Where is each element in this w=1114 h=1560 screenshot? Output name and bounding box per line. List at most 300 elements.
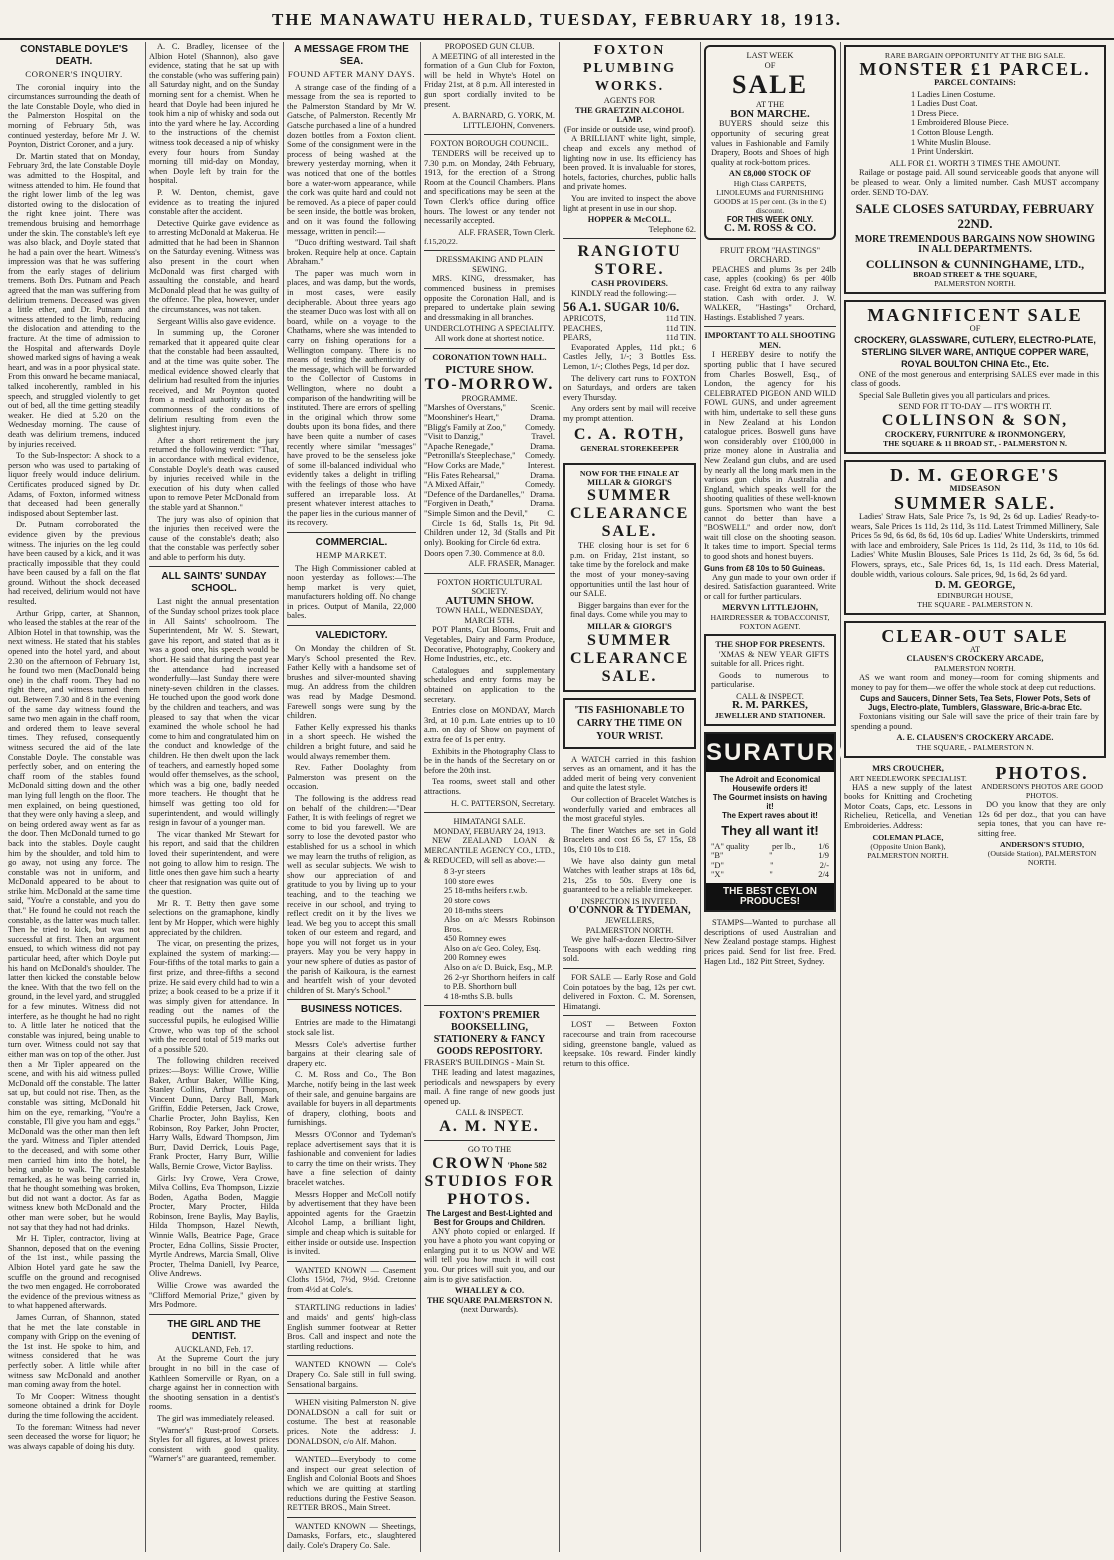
list-row <box>424 403 555 413</box>
article-subtitle: HEMP MARKET. <box>315 549 387 560</box>
signature: HOPPER & McCOLL. <box>587 215 672 225</box>
list-item: Also on a/c Messrs Robinson Bros. <box>444 915 555 934</box>
list-cell: Drama. <box>530 489 555 499</box>
paragraph: Ladies' Straw Hats, Sale Price 7s, 1s 9d, 2s 6d up. Ladies' Ready-to-wears, Sale Prices 1s 11d, 2s 11d, 3s 11d. Latest Trimmed Millinery, Sale Prices 5s 9d, 6s 6d, 8s 6d, 10s 6d up. Ladies' White Underskirts, trimmed with lace and embroidery, Sale Prices 1s 11d, 2s 11d, 3s 11d, to 10s 6d. Ladies' White Muslin Blouses, Sale Prices 1s 11d, 2s 6d, 3s 6d, 5s 6d. Flowers, sprays, etc., Sale Prices 6d, 1s, 1s 11d each. Dress Material, double width, various colours. Sale prices, 9d, 1s 6d, 2s 6d yard. <box>851 512 1099 579</box>
paragraph: The coronial inquiry into the circumstances surrounding the death of the late Constable Doyle, who died in the Palmerston Hospital on the morning of February 5th, was continued yesterday, before Mr J. W. Poynton, District Coroner, and a jury. <box>8 82 140 150</box>
paragraph: Catalogues and supplementary schedules and entry forms may be obtained on application to the secretary. <box>424 665 555 704</box>
ad-line: CASH PROVIDERS. <box>591 279 668 289</box>
list-row <box>424 509 555 519</box>
paragraph: Mr H. Tipler, contractor, living at Shannon, deposed that on the evening of the 1st inst., while passing the Albion Hotel yard gate he saw the scuffle on the ground and recognised the two men engaged. He corroborated the evidence of the previous witness as to what happened afterwards. <box>8 1234 140 1311</box>
paragraph: BUYERS should seize this opportunity of securing great values in Fashionable and Family Drapery, Boots and Shoes of high quality at rock-bottom prices. <box>711 119 829 167</box>
ad-line: JEWELLER AND STATIONER. <box>714 711 826 721</box>
paragraph: Messrs Cole's advertise further bargains at their clearing sale of drapery etc. <box>287 1039 416 1068</box>
list-item: 1 Dress Piece. <box>911 108 959 118</box>
list-item: 1 Cotton Blouse Length. <box>911 127 994 137</box>
parcel-list <box>851 90 1099 157</box>
ad-title: DRESSMAKING AND PLAIN SEWING. <box>435 255 544 274</box>
film-list <box>424 403 555 518</box>
paragraph: A BRILLIANT white light, simple, cheap and excels any method of lighting now in use. Its efficiency has been proved. It is invaluable for stores, hotels, factories, churches, public halls and private homes. <box>563 134 696 192</box>
article-title: VALEDICTORY. <box>315 630 388 642</box>
ad-title: HIMATANGI SALE. <box>453 817 526 827</box>
list-item: 26 2-yr Shorthorn heifers in calf to P.B. Shorthorn bull <box>444 972 555 992</box>
ad-line: The Largest and Best-Lighted and Best for Groups and Children. <box>426 1208 553 1227</box>
ad-name: MILLAR & GIORGI'S <box>587 477 672 487</box>
article-title: CONSTABLE DOYLE'S DEATH. <box>20 44 128 67</box>
column-1 <box>8 42 140 1552</box>
ad-line: AT THE <box>755 100 785 110</box>
list-row <box>711 851 829 861</box>
paragraph: Sergeant Willis also gave evidence. <box>157 316 276 326</box>
classified-ad: WANTED—Everybody to come and inspect our great selection of English and Colonial Boots and Shoes which we are quitting at startling reductions during the Festive Season. RETTER BROS., Main Street. <box>287 1455 416 1513</box>
paragraph: Railage or postage paid. All sound serviceable goods that anyone will be pleased to wear. Only a limited number. Cash MUST accompany order. SEND TO-DAY. <box>851 168 1099 197</box>
ad-name: CLAUSEN'S CROCKERY ARCADE, <box>906 654 1044 664</box>
column-rule <box>283 42 284 1552</box>
list-row <box>424 413 555 423</box>
paragraph: POT Plants, Cut Blooms, Fruit and Vegetables, Dairy and Farm Produce, Decorative, Photography, Cookery and Home Industries, etc., etc. <box>424 625 555 664</box>
ad-headline: TO-MORROW. <box>424 375 555 393</box>
paragraph: Our collection of Bracelet Watches is wonderfully varied and embraces all the most graceful styles. <box>563 794 696 824</box>
ad-title: CORONATION TOWN HALL. <box>432 352 547 362</box>
paragraph: The vicar thanked Mr Stewart for his report, and said that the children loved their superintendent, and were not going to allow him to resign. The little ones then gave him such a hearty cheer that resignation was quite out of the question. <box>149 829 279 897</box>
column-4 <box>424 42 555 1552</box>
masthead <box>0 0 1114 40</box>
classified-ad: WANTED KNOWN — Casement Cloths 15½d, 7½d, 9½d. Cretonne from 4½d at Cole's. <box>287 1265 416 1294</box>
paragraph: The High Commissioner cabled at noon yesterday as follows:—The hemp market is very quiet, manufacturers holding off. No change in prices. Output of Manila, 22,000 bales. <box>287 563 416 621</box>
list-cell: "Visit to Danzig," <box>424 432 484 442</box>
paragraph: Foxtonians visiting our Sale will save the price of their train fare by spending a pound. <box>851 712 1099 731</box>
column-5 <box>563 42 696 1552</box>
ad-title: FOXTON BOROUGH COUNCIL. <box>430 139 549 149</box>
address: THE SQUARE & 11 BROAD ST., - PALMERSTON N. <box>883 439 1067 449</box>
ad-line: RARE BARGAIN OPPORTUNITY AT THE BIG SALE. <box>884 51 1066 60</box>
list-item: 20 18-mths steers <box>444 905 504 915</box>
classified-ad: WANTED KNOWN — Sheetings, Damasks, Forfars, etc., slaughtered daily. Cole's Drapery Co. Sale. <box>287 1521 416 1550</box>
paragraph: On Monday the children of St. Mary's School presented the Rev. Father Kelly with a handsome set of brushes and silver-mounted shaving mug. An address from the children was read by Madge Desmond. Farewell songs were sung by the children. <box>287 644 416 721</box>
signature: D. M. GEORGE, <box>934 579 1016 592</box>
ad-line: High Class CARPETS, LINOLEUMS and FURNISHING GOODS at 15 per cent. (3s in the £) discount. <box>713 178 827 215</box>
paragraph: The vicar, on presenting the prizes, explained the system of marking:—Four-fifths of the total marks to gain a first prize, and three-fifths a second prize. He said every child had to win a prize; a book ceased to be a prize if it was simply given for attendance. In reading out the names of the successful pupils, he eulogised Willie Crowe, who was top of the school with the record total of 519 marks out of a possible 520. <box>149 939 279 1054</box>
list-cell: 2/4 <box>818 870 829 880</box>
list-cell: "Simple Simon and the Devil," <box>424 508 528 518</box>
list-cell: Drama. <box>530 499 555 509</box>
list-cell: "Moonshiner's Heart," <box>424 413 499 422</box>
ad-line: OF <box>764 60 776 70</box>
list-cell: Comedy. <box>525 451 555 461</box>
ad-line: TOWN HALL, WEDNESDAY, MARCH 5TH. <box>436 606 543 625</box>
signature: COLLINSON & SON, <box>881 411 1069 429</box>
list-item: 450 Romney ewes <box>444 934 506 944</box>
paragraph: You are invited to inspect the above light at present in use in our shop. <box>563 193 696 213</box>
dateline: AUCKLAND, Feb. 17. <box>174 1344 254 1354</box>
ad-line: CALL & INSPECT. <box>455 1108 524 1118</box>
ad-name: CROWN <box>432 1154 506 1172</box>
ad-line: AN £8,000 STOCK OF <box>728 169 812 179</box>
list-row <box>424 471 555 481</box>
divider <box>287 532 416 533</box>
address: THE SQUARE - PALMERSTON N. <box>917 599 1033 609</box>
paragraph: Any gun made to your own order if desired. Satisfaction guaranteed. Write or call for further particulars. <box>704 572 836 601</box>
ad-headline: PICTURE SHOW. <box>445 364 534 377</box>
stock-list <box>424 867 555 1001</box>
ad-headline: MONSTER £1 PARCEL. <box>859 59 1091 79</box>
paragraph: The following children received prizes:—Boys: Willie Crowe, Willie Baker, Arthur Baker, Willie King, Stanley Collins, Arthur Thompson, Vincent Dunn, Darcy Ball, Mark Griffin, Eddie Petersen, Jack Crowe, Charlie Procter, John Bayliss, Ken Robinson, Roy Parker, John Procter, Harry Walls, Edward Thompson, Jim Burr, David Derrick, Louis Page, Frank Procter, Harry Burr, Willie Walls, Bernie Crowe, Victor Bayliss. <box>149 1056 279 1171</box>
list-row <box>424 490 555 500</box>
ad-line: FOR THIS WEEK ONLY. <box>726 214 814 224</box>
paragraph: The following is the address read on behalf of the children:—"Dear Father, It is with feelings of regret we come to bid you farewell. We are sorry to lose the devoted pastor who established for us a school in which we may learn the truths of religion, as well as secular subjects. We wish to show our appreciation of and gratitude to you by living up to your teaching, and to the teaching we receive in our school, and trying to reflect credit on it by the lives we lead. We beg you to accept this small token of our esteem and regard, and hope you will not forget us in your prayers. May you be very happy in your new sphere of duties as pastor of the parish of Kaikoura, is the earnest and heartfelt wish of your devoted children of St. Mary's School." <box>287 793 416 995</box>
column-rule <box>559 42 560 1552</box>
paragraph: The delivery cart runs to FOXTON on Saturdays, and orders are taken every Thursday. <box>563 373 696 402</box>
divider <box>287 1298 416 1299</box>
list-row <box>424 451 555 461</box>
address: BROAD STREET & THE SQUARE, <box>913 269 1037 279</box>
ad-line: MONDAY, FEBUARY 24, 1913. <box>433 826 546 836</box>
ad-line: CROCKERY, GLASSWARE, CUTLERY, ELECTRO-PLATE, STERLING SILVER WARE, ANTIQUE COPPER WARE, ROYAL BOULTON CHINA Etc., Etc. <box>854 334 1096 369</box>
list-row <box>424 480 555 490</box>
list-cell: Comedy. <box>525 480 555 490</box>
paragraph: Dr. Putnam corroborated the evidence given by the previous witness. The injuries on the leg could have been caused by a kick, and it was practically impossible that they could have been caused by a fall on the flat ground. Without the shock deceased had received, delirium would not have resulted. <box>8 520 140 607</box>
ad-headline: SUMMER CLEARANCE SALE. <box>570 487 690 541</box>
list-cell: "D" <box>711 860 724 870</box>
divider <box>424 812 555 813</box>
list-item: 1 Ladies Linen Costume. <box>911 89 996 99</box>
signature: O'CONNOR & TYDEMAN, <box>568 905 691 917</box>
column-7 <box>844 42 1106 1552</box>
paragraph: MRS. KING, dressmaker, has commenced business in premises opposite the Coronation Hall, and is prepared to undertake plain sewing and dressmaking in all branches. <box>424 274 555 322</box>
paragraph: Any orders sent by mail will receive my prompt attention. <box>563 404 696 424</box>
list-cell: Drama. <box>530 441 555 451</box>
paragraph: Exhibits in the Photography Class to be in the hands of the Secretary on or before the 20th inst. <box>424 746 555 775</box>
reference: f.15,20,22. <box>424 237 458 247</box>
column-3 <box>287 42 416 1552</box>
article-title: THE GIRL AND THE DENTIST. <box>167 1318 261 1342</box>
list-item: 1 Ladies Dust Coat. <box>911 99 978 109</box>
paragraph: KINDLY read the following:— <box>571 288 677 298</box>
ad-line: All work done at shortest notice. <box>434 334 545 344</box>
ad-headline: FOXTON PLUMBING WORKS. <box>583 43 676 94</box>
list-cell: C. <box>547 508 555 518</box>
paragraph: "Warner's" Rust-proof Corsets. Styles for all figures, at lowest prices consistent with good quality. "Warner's" are guaranteed, remember. <box>149 1425 279 1464</box>
paragraph: Bigger bargains than ever for the final days. Come while you may to <box>570 600 689 620</box>
column-6 <box>704 42 855 1552</box>
ad-headline: FOXTON'S PREMIER BOOKSELLING, STATIONERY & FANCY GOODS REPOSITORY. <box>433 1010 546 1058</box>
list-cell: " <box>769 851 773 861</box>
signature: ANDERSON'S STUDIO, <box>999 840 1085 850</box>
list-row <box>563 333 696 343</box>
signature: WHALLEY & CO. <box>454 1286 525 1296</box>
classified-ad: WANTED KNOWN — Cole's Drapery Co. Sale still in full swing. Sensational bargains. <box>287 1360 416 1389</box>
address: PALMERSTON NORTH. <box>934 664 1016 673</box>
divider <box>424 1140 555 1141</box>
list-cell: 2/- <box>819 860 829 870</box>
signature: R. M. PARKES, <box>732 699 808 712</box>
list-item: Also on a/c D. Buick, Esq., M.P. <box>444 963 553 973</box>
ad-headline: CLEAR-OUT SALE <box>881 625 1069 646</box>
ad-line: Doors open 7.30. Commence at 8.0. <box>424 549 545 559</box>
ad-title: THE SHOP FOR PRESENTS. <box>715 639 825 649</box>
ad-line: The Adroit and Economical Housewife orders it! <box>719 775 821 794</box>
divider <box>287 1450 416 1451</box>
signature: COLLINSON & CUNNINGHAME, LTD., <box>865 257 1085 272</box>
paragraph: The jury was also of opinion that the injuries then received were the cause of the constable's death; also that the constable was perfectly sober and able to perform his duty. <box>149 514 279 562</box>
list-cell: Comedy. <box>525 422 555 432</box>
ad-line: MIDSEASON <box>949 484 1001 494</box>
ad-headline: SUMMER CLEARANCE SALE. <box>570 631 690 685</box>
paragraph: Circle 1s 6d, Stalls 1s, Pit 9d. Children under 12, 3d (Stalls and Pit only). Booking for Circle 6d extra. <box>424 518 555 547</box>
list-item: 20 store cows <box>444 895 491 905</box>
divider <box>424 134 555 135</box>
list-cell: "Defence of the Dardanelles," <box>424 489 525 499</box>
paragraph: Entries are made to the Himatangi stock sale list. <box>287 1018 416 1038</box>
ad-line: Guns from £8 10s to 50 Guineas. <box>704 563 825 573</box>
paragraph: NEW ZEALAND LOAN & MERCANTILE AGENCY CO., LTD., & REDUCED, will sell as above:— <box>424 836 555 865</box>
paragraph: James Curran, of Shannon, stated that he met the late constable in company with Gripp on the evening of the 1st inst. He spoke to him, and witness considered that he was perfectly sober. A little while after witness saw McDonald and another man coming away from the hotel. <box>8 1313 140 1390</box>
paragraph: After a short retirement the jury returned the following verdict: "That, in accordance with medical evidence, Constable Doyle's death was caused by injuries received while in the execution of his duty when called upon to remove Peter McDonald from the stable yard at Shannon." <box>149 435 279 512</box>
ad-headline: AUTUMN SHOW. <box>445 594 534 607</box>
list-cell: "X" <box>711 870 724 880</box>
ad-name: MRS CROUCHER, <box>872 763 944 773</box>
paragraph: Willie Crowe was awarded the "Clifford Memorial Prize," given by Mrs Podmore. <box>149 1281 279 1310</box>
paragraph: 'XMAS & NEW YEAR GIFTS suitable for all. Prices right. <box>711 649 829 669</box>
ad-name: BON MARCHE. <box>730 107 810 120</box>
list-cell: " <box>770 860 774 870</box>
ad-line: NOW FOR THE FINALE AT <box>579 468 680 478</box>
divider <box>563 1015 696 1016</box>
ad-line: JEWELLERS, <box>604 916 655 926</box>
list-cell: "Forgiven in Death," <box>424 499 494 509</box>
classified-ad: STAMPS—Wanted to purchase all descriptions of used Australian and New Zealand postage stamps. Highest prices paid. Send for list free. Fred. Hagen Ltd., 182 Pitt Street, Sydney. <box>704 918 836 966</box>
address: (Opposite Union Bank), PALMERSTON NORTH. <box>867 841 949 860</box>
divider <box>424 1005 555 1006</box>
ad-name: A. M. NYE. <box>439 1118 540 1135</box>
ad-headline: PHOTOS. <box>995 762 1089 783</box>
ad-line: (For inside or outside use, wind proof). <box>563 124 696 134</box>
ad-line: OF <box>969 323 981 333</box>
ad-line: ANDERSON'S PHOTOS ARE GOOD PHOTOS. <box>981 781 1103 800</box>
ad-title: FRUIT FROM "HASTINGS" ORCHARD. <box>719 245 821 265</box>
paragraph: Dr. Martin stated that on Monday, February 3rd, the late Constable Doyle was admitted to the Hospital, and witness attended to him. He found that the right lower limb of the leg was distorted owing to the dislocation of the right knee joint. There was tremendous bruising and hemorrhage under the skin. The constable's left eye was also black, and Doyle stated that he had a pain over the heart. Witness's impression was that he was suffering from the early stages of delirium tremens. Both Drs. Putnam and Peach agreed that the man was suffering from delirium tremens. Deceased was given a little ether, and Dr. Putnam and witness attended to the limb, reducing the dislocation and attending to the fracture. At the time of admission to the Hospital and afterwards Doyle showed marked signs of having a weak heart, and was in a poor physical state. From this onward he became maniacal, talked incoherently, rambled in his speech, and struggled violently to get out of bed, all the time getting steadily weaker. He died at 5.20 on the Wednesday morning. The cause of death was delirium tremens, induced by injuries received. <box>8 151 140 449</box>
signature: C. A. ROTH, <box>573 425 686 443</box>
paragraph: PEACHES and plums 3s per 24lb case, apples (cooking) 6s per 40lb case. Freight 6d extra to any railway station. Cash with order. J. W. WALKER, "Hastings" Orchard, Hastings. Established 7 years. <box>704 264 836 322</box>
ad-line: The Expert raves about it! <box>722 811 818 821</box>
ad-line: AT <box>969 644 981 654</box>
ad-line: SEND FOR IT TO-DAY — IT'S WORTH IT. <box>898 402 1052 412</box>
ad-line: PROGRAMME. <box>461 393 518 403</box>
paragraph: Messrs Hopper and McColl notify by advertisement that they have been appointed agents for the Graetzin Alcohol Lamp, a brilliant light, simple and cheap which is suitable for either inside or outside use. Inspection is invited. <box>287 1189 416 1257</box>
ad-headline: THE BEST CEYLON PRODUCES! <box>706 883 834 910</box>
divider <box>287 1393 416 1394</box>
ad-headline: D. M. GEORGE'S <box>889 465 1060 486</box>
paragraph: To the Sub-Inspector: A shock to a person who was used to partaking of liquor freely would induce delirium. Certificates produced signed by Dr. Adams, of Foxton, informed witness that deceased had been generally indisposed about September last. <box>8 451 140 518</box>
list-cell: "Petronilla's Steeplechase," <box>424 451 516 461</box>
ad-line: CROCKERY, FURNITURE & IRONMONGERY, <box>884 429 1066 439</box>
classified-ad: STARTLING reductions in ladies' and maids' and gents' high-class English summer footwear at Retter Bros. Call and inspect and note the startling reductions. <box>287 1303 416 1351</box>
paragraph: At the Supreme Court the jury brought in no bill in the case of Kathleen Somerville or Ryan, on a charge against her in connection with the shooting sensation in a dentist's rooms. <box>149 1354 279 1412</box>
ad-headline: 'TIS FASHIONABLE TO CARRY THE TIME ON YOUR WRIST. <box>574 704 685 742</box>
paragraph: Rev. Father Doolaghty from Palmerston was present on the occasion. <box>287 763 416 792</box>
paragraph: To the foreman: Witness had never seen deceased the worse for liquor; he was always capable of doing his duty. <box>8 1422 140 1451</box>
article-title: BUSINESS NOTICES. <box>300 1004 403 1016</box>
column-rule <box>700 42 701 1552</box>
column-rule <box>420 42 421 1552</box>
paragraph: The paper was much worn in places, and was damp, but the words, in most cases, were easily decipherable. About three years ago the steamer Duco was lost with all on board, while on a voyage to the Chathams, where she was intended to carry on fishing operations for a Wellington company. There is no means of testing the authenticity of the message, which will be forwarded to the Collector of Customs in Wellington, where no doubt a comparison of the handwriting will be instituted. There are errors of spelling in the original which throw some doubts upon its bona fides, and there have been quite a number of cases recently where similar "messages" have proved to be the senseless joke of some ill-balanced individual who evidently takes a delight in trifling with the feelings of those who have suffered an irreparable loss. At present whatever interest attaches to the paper lies in the curious manner of its recovery. <box>287 268 416 528</box>
paragraph: THE closing hour is set for 6 p.m. on Friday, 21st instant, so take time by the forelock and make the most of your money-saving opportunities until the last hour of our SALE. <box>570 541 689 599</box>
signature: A. BARNARD, G. YORK, M. LITTLEJOHN, Conveners. <box>452 111 555 130</box>
ad-line: ALL FOR £1. WORTH 3 TIMES THE AMOUNT. <box>889 158 1061 168</box>
ad-title: PROPOSED GUN CLUB. <box>444 42 535 51</box>
divider <box>287 1517 416 1518</box>
divider <box>149 566 279 567</box>
list-cell: "Bligg's Family at Zoo," <box>424 422 506 432</box>
article-subtitle: CORONER'S INQUIRY. <box>25 69 123 79</box>
ad-line: GO TO THE <box>467 1145 512 1154</box>
list-cell: Drama. <box>530 470 555 480</box>
divider <box>149 1314 279 1315</box>
list-cell: PEARS, <box>563 333 592 343</box>
classified-ad: LOST — Between Foxton racecourse and train from racecourse siding, greenstone bangle, valued as keepsake. 10s reward. Finder kindly return to this office. <box>563 1020 696 1068</box>
paragraph: C. M. Ross and Co., The Bon Marche, notify being in the last week of their sale, and genuine bargains are available for buyers in all departments of drapery, clothing, boots and furnishings. <box>287 1070 416 1128</box>
signature: ALF. FRASER, Town Clerk. <box>458 227 555 237</box>
paragraph: AS we want room and money—room for coming shipments and money to pay for them—we offer the whole stock at deep cut reductions. <box>851 673 1099 692</box>
paragraph: ANY photo copied or enlarged. If you have a photo you want copying or enlarging put it to us NOW and WE will tell you how much it will cost you. Our prices will suit you, and our aim is to give satisfaction. <box>424 1226 555 1284</box>
paragraph: Mr R. T. Betty then gave some selections on the gramaphone, kindly lent by Mr Hopper, which were highly appreciated by the children. <box>149 898 279 937</box>
address: PALMERSTON NORTH. <box>934 278 1016 288</box>
list-row <box>563 324 696 334</box>
divider <box>287 1261 416 1262</box>
address: EDINBURGH HOUSE, <box>937 590 1013 600</box>
signature: MERVYN LITTLEJOHN, <box>721 603 819 613</box>
phone: 'Phone 582 <box>507 1160 547 1170</box>
ad-headline: STUDIOS FOR PHOTOS. <box>424 1172 555 1208</box>
paragraph: DO you know that they are only 12s 6d per doz., that you can have sepia tones, that you can have re-sitting free. <box>978 799 1106 838</box>
signature: C. M. ROSS & CO. <box>724 221 816 234</box>
list-cell: 11d TIN. <box>665 323 696 333</box>
paragraph: Tea rooms, sweet stall and other attractions. <box>424 777 555 796</box>
ad-line: MORE TREMENDOUS BARGAINS NOW SHOWING IN ALL DEPARTMENTS. <box>854 234 1096 255</box>
ad-line: FOXTON AGENT. <box>739 621 801 631</box>
list-cell: "How Corks are Made," <box>424 460 505 470</box>
paragraph: Last night the annual presentation of the Sunday school prizes took place in All Saints' schoolroom. The Superintendent, Mr W. S. Stewart, gave his report, and stated that as it was a good one, his speech would be short. He said that during the past year the attendance had increased wonderfully—last Sunday there were ninety-seven children in the classes. He touched upon the good work done by the children and teachers, and was pleased to say that when the vicar examined the whole school he had come to him and congratulated him on the conduct and knowledge of the children. He then dwelt upon the lack of teachers, and earnestly hoped some would offer themselves, as the school, which was a big one, badly needed more teachers. He thought that he himself was getting too old for superintendent, and would willingly resign in favour of a younger man. <box>149 597 279 828</box>
ad-line: The Gourmet insists on having it! <box>712 793 828 812</box>
paragraph: A. C. Bradley, licensee of the Albion Hotel (Shannon), also gave evidence, stating that he sat up with the constable (who was suffering pain) all Saturday night, and on the Sunday morning sent for a chemist. When he heard that Doyle had been injured he took him a nip of whisky and soda out into the yard where he lay. According to the instructions of the chemist witness took deceased a nip of whisky every four hours from Sunday morning till mid-day on Monday, when Doyle left by train for the hospital. <box>149 42 279 186</box>
list-cell: "Apache Renegade," <box>424 441 494 451</box>
list-row <box>424 423 555 433</box>
article-title: ALL SAINTS' SUNDAY SCHOOL. <box>161 571 267 595</box>
list-cell: Scenic. <box>530 403 555 413</box>
paragraph: I HEREBY desire to notify the sporting public that I have secured from Charles Boswell, Esq., of London, the agency for his CELEBRATED PIGEON AND WILD FOWL GUNS, and under agreement with him, undertake to sell these guns in New Zealand at his London catalogue prices. Boswell guns have won considerably over £100,000 in prize money alone in Australia and New Zealand gun clubs, and are used by nearly all the long mark men in the various gun clubs in Australia and England, which speaks well for the shooting qualities of these well-known guns. Sportsmen who want the best cannot do better than have a "BOSWELL" and order now, don't wait till close on the shooting season. It takes time to import. Special terms to good shots and honest buyers. <box>704 350 836 561</box>
list-cell: "A Mixed Affair," <box>424 480 485 490</box>
list-cell: Travel. <box>531 432 555 442</box>
paragraph: Detective Quirke gave evidence as to arresting McDonald at Makerua. He admitted that he had been in Shannon on the Saturday evening. Witness was also present in the court when McDonald was first charged with assaulting the constable, and heard McDonald plead that he was guilty of the offence. The plea, however, under the circumstances, was not taken. <box>149 218 279 315</box>
ad-title: IMPORTANT TO ALL SHOOTING MEN. <box>704 331 836 350</box>
ad-headline: RANGIOTU STORE. <box>577 243 682 279</box>
paragraph: Evaporated Apples, 11d pkt.; 6 Castles Jelly, 1/-; 3 Bottles Ess. Lemon, 1/-; Clothes Pegs, 1d per doz. <box>563 342 696 372</box>
list-cell: per lb., <box>772 841 796 851</box>
paragraph: The finer Watches are set in Gold Bracelets and cost £6 5s, £7 15s, £8 10s, £10 10s to £18. <box>563 825 696 854</box>
address: THE SQUARE, - PALMERSTON N. <box>916 742 1034 752</box>
masthead-title: THE MANAWATU HERALD, TUESDAY, FEBRUARY 18, 1913. <box>272 10 842 29</box>
paragraph: We give half-a-dozen Electro-Silver Teaspoons with each wedding ring sold. <box>563 935 696 964</box>
article-title: COMMERCIAL. <box>315 536 388 548</box>
address: THE SQUARE PALMERSTON N. <box>426 1295 553 1305</box>
divider <box>287 625 416 626</box>
paragraph: A strange case of the finding of a message from the sea is reported to the Palmerston Standard by Mr W. Gatsche, of Palmerston. Recently Mr Gatsche purchased a line of a hundred dozen bottles from a Foxton client. Some of the consignment were in the process of being washed at the brewery yesterday morning, when it was noticed that one of the bottles bore a water-worn appearance, while the cork was quite hard and could not be removed. As a piece of paper could be seen inside, the bottle was broken, and on it was found the following message, written in pencil:— <box>287 82 416 236</box>
classified-ad: WHEN visiting Palmerston N. give DONALDSON a call for suit or costume. The best at reasonable prices. Note the address: J. DONALDSON, c/o Alf. Mahon. <box>287 1398 416 1446</box>
address: COLEMAN PLACE, <box>872 832 944 842</box>
paragraph: Arthur Gripp, carter, at Shannon, who leased the stables at the rear of the Albion Hotel in that township, was the next witness. He stated that his stables opened into the hotel yard, and about 2.30 on the afternoon of February 1st, he found two men (MacDonald being one) in the chaff room. They had no right there, and witness turned them out. Between 7.30 and 8 in the evening of the same day witness found the same two men again in the chaff room, and ordered them to leave several times. They refused, consequently witness secured the aid of the late Constable Doyle. The constable was perfectly sober, and on entering the chaff room of the stables found McDonald sitting down and the other man lying full length on the floor. The men explained, on being questioned, that they were only having a sleep, and on being ordered away went as far as the door. Then McDonald turned to go back into the stables. Doyle caught him by the shoulder, and told him to go away, not using any force. The constable was not in uniform, and McDonald appeared to be about to strike him. McDonald at the same time said, "You're a constable, and you do that." He found he could not reach the constable, as the latter was much taller. Then he tried to kick, but was not successful at first. Then an argument ensued, to which witness did not pay particular heed, after which Doyle put his hand on McDonald's shoulder. The latter then kicked the constable below the knee. With that the two fell on the ground, in the level yard, and struggled for a few minutes. Witness did not interfere, as he thought he had no right to. A little later he noticed that the constable was injured, being unable to turn over. Witness could not say that either man was on top of the other. Just then a Mr Tipler appeared on the scene, and with his aid witness pulled McDonald off the constable. The latter sat up, but could not rise. Then, as the constable was sitting, McDonald hit him on the eye, remarking, "You're a constable, I'll give you ham and eggs." McDonald was the other man then left the yard. Witness and Tipler attended to the deceased, and with some other men carried him into the hotel, he being unable to walk. The constable remarked, as he was being carried in, that he thought something was broken, but did not want a doctor. As far as witness knew both McDonald and the other man were sober, but he would not say that they had not had drinks. <box>8 608 140 1232</box>
list-cell: Interest. <box>527 460 555 470</box>
signature: ALF. FRASER, Manager. <box>468 558 555 568</box>
paragraph: We have also dainty gun metal Watches with leather straps at 18s 6d, 21s, 25s to 50s. Every one is guaranteed to be a reliable timekeeper. <box>563 856 696 895</box>
ad-title: PARCEL CONTAINS: <box>934 78 1016 87</box>
phone: Telephone 62. <box>648 224 696 234</box>
price-list <box>711 842 829 880</box>
list-row <box>424 499 555 509</box>
address: PALMERSTON NORTH. <box>585 925 674 935</box>
ad-line: HAIRDRESSER & TOBACCONIST, <box>710 612 830 622</box>
ad-line: UNDERCLOTHING A SPECIALITY. <box>424 324 555 334</box>
divider <box>287 1355 416 1356</box>
list-cell: 1/6 <box>818 841 829 851</box>
list-item: 1 Embroidered Blouse Piece. <box>911 118 1009 128</box>
ad-headline: SALE CLOSES SATURDAY, FEBRUARY 22ND. <box>855 201 1095 232</box>
ad-headline: SURATURA <box>706 734 834 772</box>
ad-title: FOXTON HORTICULTURAL SOCIETY. <box>437 577 542 597</box>
list-cell: "Marshes of Overstans," <box>424 403 506 413</box>
article-subtitle: FOUND AFTER MANY DAYS. <box>287 69 416 79</box>
list-cell: "His Fates Rehearsal," <box>424 470 500 480</box>
price-list <box>563 314 696 343</box>
divider <box>563 238 696 239</box>
paragraph: In summing up, the Coroner remarked that it appeared quite clear that the constable had been assaulted, and at the time was quite sober. The medical evidence showed clearly that delirium had resulted from the injuries received, and Mr Poynton quoted from a medical authority as to the commonness of the conditions of delirium resulting from even the slightest injury. <box>149 328 279 434</box>
article-title: A MESSAGE FROM THE SEA. <box>294 44 409 67</box>
signature: H. C. PATTERSON, Secretary. <box>450 798 555 808</box>
paragraph: Entries close on MONDAY, March 3rd, at 10 p.m. Late entries up to 10 a.m. on day of Show on payment of extra fee of 1s per entry. <box>424 706 555 744</box>
list-item: 25 18-mths heifers r.w.b. <box>444 886 528 896</box>
ad-headline: SALE <box>732 70 808 100</box>
list-row <box>424 442 555 452</box>
classified-ad: FOR SALE — Early Rose and Gold Coin potatoes by the bag, 12s per cwt. delivered in Foxton. C. M. Sorensen, Himatangi. <box>563 973 696 1011</box>
ad-line: LAST WEEK <box>746 51 794 60</box>
list-cell: 11d TIN. <box>665 314 696 324</box>
ad-line: GENERAL STOREKEEPER <box>580 443 679 453</box>
ad-line: AGENTS FOR <box>603 96 656 105</box>
paragraph: HAS a new supply of the latest books for Knitting and Crocheting Motor Coats, Caps, etc. Lessons in Richelieu, Reticella, and Venetian Embroideries. Address: <box>844 782 972 830</box>
paragraph: "Duco drifting westward. Tail shaft broken. Require help at once. Captain Abraham." <box>287 238 416 267</box>
paragraph: Messrs O'Connor and Tydeman's replace advertisement says that it is fashionable and convenient for ladies to carry the time on their wrists. They have a fine selection of dainty bracelet watches. <box>287 1129 416 1187</box>
column-rule <box>840 42 841 1552</box>
list-item: 8 3-yr steers <box>444 867 486 877</box>
list-item: 100 store ewes <box>444 876 494 886</box>
ad-line: CALL & INSPECT. <box>736 691 804 701</box>
list-cell: 11d TIN. <box>665 333 696 343</box>
divider <box>563 968 696 969</box>
paragraph: ONE of the most generous and enterprising SALES ever made in this class of goods. <box>851 369 1099 389</box>
paragraph: P. W. Denton, chemist, gave evidence as to treating the injured constable after the accident. <box>149 187 279 217</box>
list-cell: " <box>769 870 773 880</box>
ad-line: FRASER'S BUILDINGS - Main St. <box>424 1058 545 1068</box>
divider <box>424 348 555 349</box>
list-row <box>563 314 696 324</box>
paragraph: The girl was immediately released. <box>157 1413 275 1423</box>
list-row <box>711 861 829 871</box>
column-2 <box>149 42 279 1552</box>
divider <box>424 573 555 574</box>
list-row <box>424 461 555 471</box>
list-item: Also on a/c Geo. Coley, Esq. <box>444 943 541 953</box>
address: (next Durwards). <box>460 1305 519 1315</box>
list-item: 4 18-mths S.B. bulls <box>444 991 513 1001</box>
divider <box>704 326 836 327</box>
